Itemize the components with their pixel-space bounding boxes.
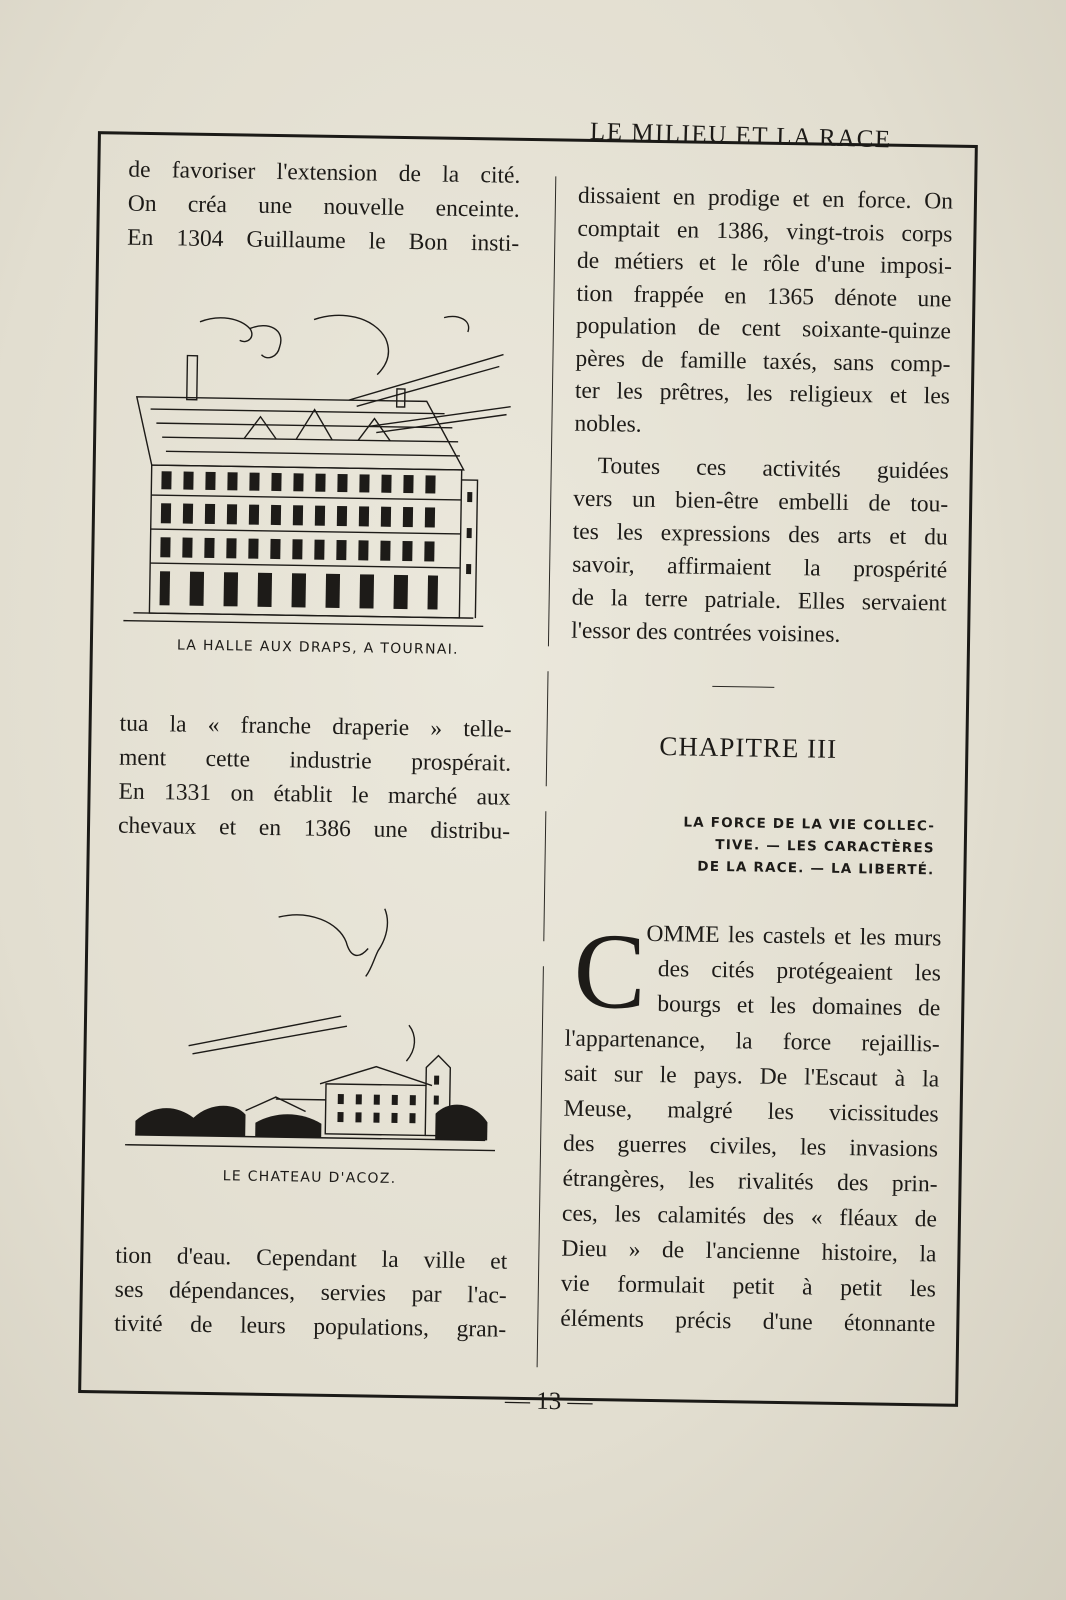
right-paragraph-2	[571, 450, 949, 654]
text-line: tion frappée en 1365 dénote une	[576, 280, 952, 313]
text-line	[646, 917, 942, 957]
column-rule	[537, 966, 544, 1367]
illustration-caption: LA HALLE AUX DRAPS, A TOURNAI.	[176, 637, 459, 658]
text-line: pères de famille taxés, sans comp-	[575, 345, 951, 378]
text-line: Dieu » de l'ancienne histoire, la	[561, 1235, 937, 1268]
column-rule	[543, 811, 546, 941]
text-line: des cités protégeaient les	[657, 956, 942, 987]
text-line: de favoriser l'extension de la cité.	[128, 156, 521, 189]
text-line: vie formulait petit à petit les	[560, 1270, 937, 1303]
halle-aux-draps-illustration	[123, 305, 518, 631]
text-line: tes les expressions des arts et du	[572, 518, 948, 551]
chapter-title: CHAPITRE III	[659, 731, 838, 764]
drop-cap: C	[572, 911, 647, 1032]
left-text-block-1	[127, 153, 521, 261]
text-line: Toutes ces activités guidées	[597, 453, 949, 485]
right-paragraph-1	[574, 180, 953, 446]
text-line: étrangères, les rivalités des prin-	[562, 1165, 938, 1198]
right-paragraph-3	[560, 1022, 940, 1343]
left-text-block-3	[114, 1239, 508, 1347]
text-line: dissaient en prodige et en force. On	[577, 182, 954, 215]
text-line: sait sur le pays. De l'Escaut à la	[564, 1060, 940, 1093]
summary-line: TIVE. — LES CARACTÈRES	[715, 836, 935, 857]
right-paragraph-3-indented	[645, 917, 942, 1027]
chapter-summary	[649, 811, 935, 881]
text-line: l'essor des contrées voisines.	[570, 617, 841, 648]
text-line: tion d'eau. Cependant la ville et	[115, 1242, 508, 1275]
text-line: l'appartenance, la force rejaillis-	[564, 1025, 940, 1058]
text-line: On créa une nouvelle enceinte.	[127, 190, 520, 223]
text-line: En 1331 on établit le marché aux	[118, 778, 511, 811]
page-frame	[78, 131, 978, 1407]
chateau-acoz-illustration	[125, 895, 509, 1161]
text-line: nobles.	[574, 410, 642, 438]
text-line: ses dépendances, servies par l'ac-	[114, 1276, 507, 1309]
text-line: vers un bien-être embelli de tou-	[573, 485, 949, 518]
summary-line: DE LA RACE. — LA LIBERTÉ.	[697, 858, 935, 879]
text-line: En 1304 Guillaume le Bon insti-	[127, 224, 520, 257]
summary-line: LA FORCE DE LA VIE COLLEC-	[683, 814, 936, 835]
column-rule	[548, 176, 556, 646]
smallcaps-lead: OMME	[646, 920, 720, 949]
column-rule	[546, 671, 549, 786]
text-line: comptait en 1386, vingt-trois corps	[577, 215, 953, 248]
left-text-block-2	[118, 707, 512, 849]
text-line: ces, les calamités des « fléaux de	[561, 1200, 938, 1233]
text-fragment: les castels et les murs	[719, 922, 942, 952]
text-line: de métiers et le rôle d'une imposi-	[576, 247, 953, 280]
text-line: chevaux et en 1386 une distribu-	[117, 812, 511, 845]
chapter-separator-rule	[712, 686, 774, 688]
running-head: LE MILIEU ET LA RACE	[589, 118, 893, 154]
text-line: de la terre patriale. Elles servaient	[571, 584, 947, 617]
text-line: Meuse, malgré les vicissitudes	[563, 1095, 939, 1128]
text-line: population de cent soixante-quinze	[575, 312, 952, 345]
illustration-caption: LE CHATEAU D'ACOZ.	[222, 1168, 397, 1187]
text-line: bourgs et les domaines de	[657, 991, 941, 1022]
text-line: tivité de leurs populations, gran-	[114, 1310, 507, 1343]
text-line: tua la « franche draperie » telle-	[119, 710, 512, 743]
text-line: des guerres civiles, les invasions	[562, 1130, 939, 1163]
text-line: savoir, affirmaient la prospérité	[572, 551, 948, 584]
text-line: ment cette industrie prospérait.	[118, 744, 512, 777]
text-line: ter les prêtres, les religieux et les	[574, 377, 951, 410]
text-line: éléments précis d'une étonnante	[560, 1305, 936, 1338]
page-number: — 13 —	[504, 1387, 593, 1416]
